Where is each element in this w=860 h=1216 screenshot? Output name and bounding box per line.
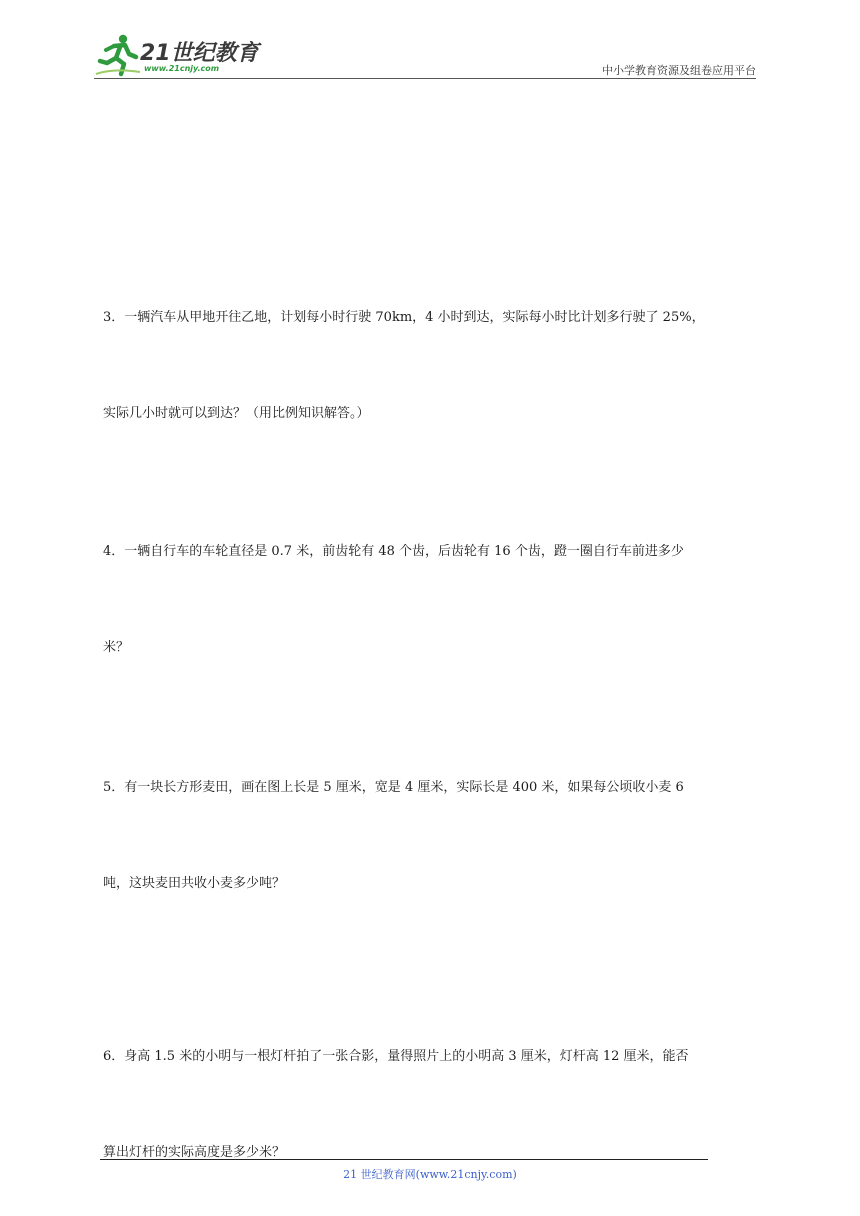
question-line: 5．有一块长方形麦田，画在图上长是 5 厘米，宽是 4 厘米，实际长是 400 米，如果每公顷收小麦 6 bbox=[103, 780, 684, 795]
question-line: 6．身高 1.5 米的小明与一根灯杆拍了一张合影，量得照片上的小明高 3 厘米，灯杆高 12 厘米，能否 bbox=[103, 1049, 689, 1064]
question-line: 算出灯杆的实际高度是多少米？ bbox=[103, 1145, 286, 1160]
page-header bbox=[94, 30, 756, 78]
header-divider bbox=[94, 78, 756, 79]
question-line: 吨，这块麦田共收小麦多少吨？ bbox=[103, 876, 286, 891]
question-line: 实际几小时就可以到达？（用比例知识解答。） bbox=[103, 406, 370, 421]
logo-text: 21世纪教育 bbox=[140, 41, 259, 66]
footer-link[interactable]: 21 世纪教育网(www.21cnjy.com) bbox=[343, 1168, 517, 1181]
question-line: 3．一辆汽车从甲地开往乙地，计划每小时行驶 70km，4 小时到达，实际每小时比计划多行驶了 25%， bbox=[103, 310, 705, 325]
question-3 bbox=[103, 238, 763, 462]
platform-name: 中小学教育资源及组卷应用平台 bbox=[602, 64, 756, 77]
runner-icon bbox=[94, 30, 142, 78]
question-4 bbox=[103, 472, 763, 696]
site-logo[interactable] bbox=[94, 30, 264, 78]
question-line: 米？ bbox=[103, 640, 130, 655]
question-line: 4．一辆自行车的车轮直径是 0.7 米，前齿轮有 48 个齿，后齿轮有 16 个齿，蹬一圈自行车前进多少 bbox=[103, 544, 684, 559]
logo-url: www.21cnjy.com bbox=[144, 64, 220, 73]
question-5 bbox=[103, 708, 763, 932]
footer-divider bbox=[100, 1159, 708, 1160]
